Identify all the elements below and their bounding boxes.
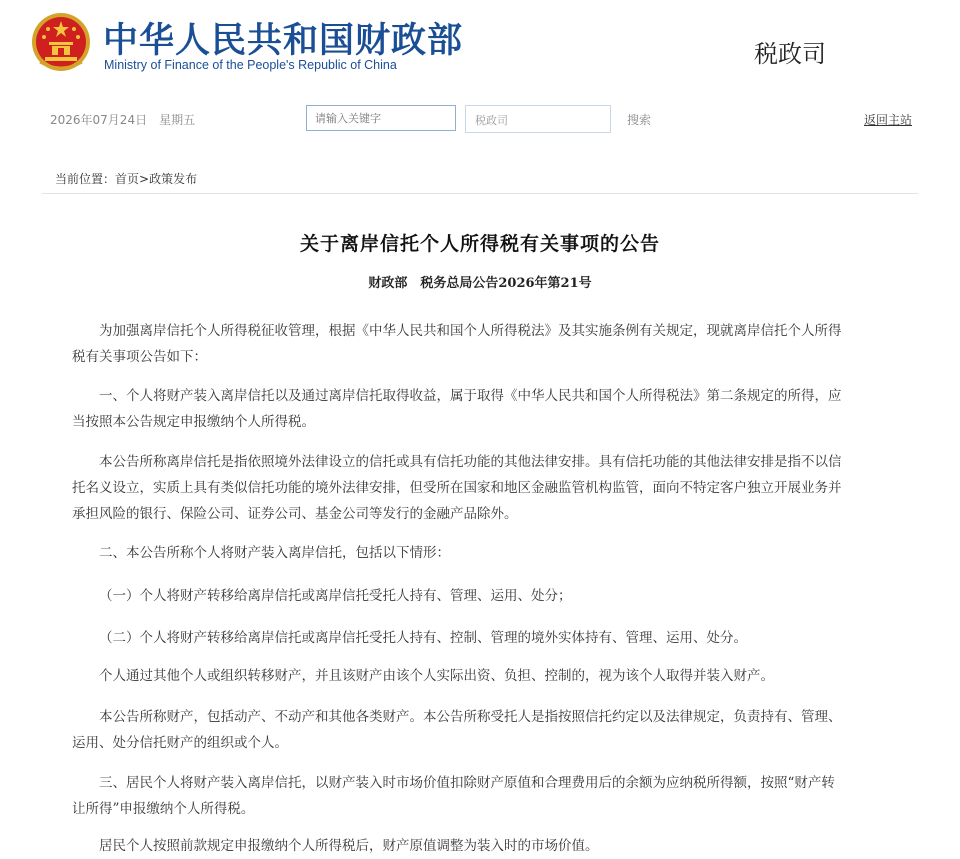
site-header [0,0,960,95]
breadcrumb-current-link[interactable]: 政策发布 [149,172,198,186]
site-title-cn: 中华人民共和国财政部 [103,21,464,61]
article-paragraph [72,318,902,370]
paragraph-line: 当按照本公告规定申报缴纳个人所得税。 [72,414,315,430]
breadcrumb-prefix: 当前位置： [55,172,116,186]
paragraph-line: （一）个人将财产转移给离岸信托或离岸信托受托人持有、管理、运用、处分； [99,588,572,604]
paragraph-line: 居民个人按照前款规定申报缴纳个人所得税后，财产原值调整为装入时的市场价值。 [99,838,599,854]
article-paragraph [72,625,902,651]
paragraph-line: 让所得”申报缴纳个人所得税。 [72,801,255,817]
return-home-link[interactable]: 返回主站 [864,113,913,127]
paragraph-line: 本公告所称离岸信托是指依照境外法律设立的信托或具有信托功能的其他法律安排。具有信托功能的其他法律安排是指不以信 [99,454,842,470]
breadcrumb-divider [42,193,918,194]
article-paragraph [72,704,902,756]
article-paragraph [72,449,902,527]
toolbar [0,100,960,136]
article-paragraph [72,770,902,822]
search-scope-select[interactable]: 税政司 [465,105,611,133]
paragraph-line: 承担风险的银行、保险公司、证券公司、基金公司等发行的金融产品除外。 [72,506,518,522]
breadcrumb-separator: > [139,172,150,186]
article-paragraph [72,663,902,689]
paragraph-line: 运用、处分信托财产的组织或个人。 [72,735,288,751]
article-paragraph [72,383,902,435]
search-input[interactable] [306,105,456,131]
article-paragraph [72,833,902,859]
site-title-en: Ministry of Finance of the People's Republic of China [104,58,397,72]
paragraph-line: 税有关事项公告如下： [72,349,207,365]
paragraph-line: 为加强离岸信托个人所得税征收管理，根据《中华人民共和国个人所得税法》及其实施条例有关规定，现就离岸信托个人所得 [99,323,842,339]
paragraph-line: 二、本公告所称个人将财产装入离岸信托，包括以下情形： [99,545,450,561]
article-paragraph [72,583,902,609]
paragraph-line: 托名义设立，实质上具有类似信托功能的境外法律安排，但受所在国家和地区金融监管机构监管，面向不特定客户独立开展业务并 [72,480,842,496]
national-emblem-icon [30,12,92,74]
article-paragraph [72,540,902,566]
paragraph-line: 一、个人将财产装入离岸信托以及通过离岸信托取得收益，属于取得《中华人民共和国个人所得税法》第二条规定的所得，应 [99,388,842,404]
paragraph-line: （二）个人将财产转移给离岸信托或离岸信托受托人持有、控制、管理的境外实体持有、管理、运用、处分。 [99,630,747,646]
search-button[interactable]: 搜索 [627,113,652,127]
breadcrumb-home-link[interactable]: 首页 [115,172,140,186]
paragraph-line: 三、居民个人将财产装入离岸信托，以财产装入时市场价值扣除财产原值和合理费用后的余额为应纳税所得额，按照“财产转 [99,775,835,791]
article-title: 关于离岸信托个人所得税有关事项的公告 [299,233,660,255]
paragraph-line: 本公告所称财产，包括动产、不动产和其他各类财产。本公告所称受托人是指按照信托约定以及法律规定，负责持有、管理、 [99,709,842,725]
paragraph-line: 个人通过其他个人或组织转移财产，并且该财产由该个人实际出资、负担、控制的，视为该个人取得并装入财产。 [99,668,774,684]
document-number: 财政部 税务总局公告2026年第21号 [368,276,592,291]
breadcrumb [55,170,197,187]
current-date: 2026年07月24日 星期五 [50,113,196,127]
department-name: 税政司 [754,40,826,68]
